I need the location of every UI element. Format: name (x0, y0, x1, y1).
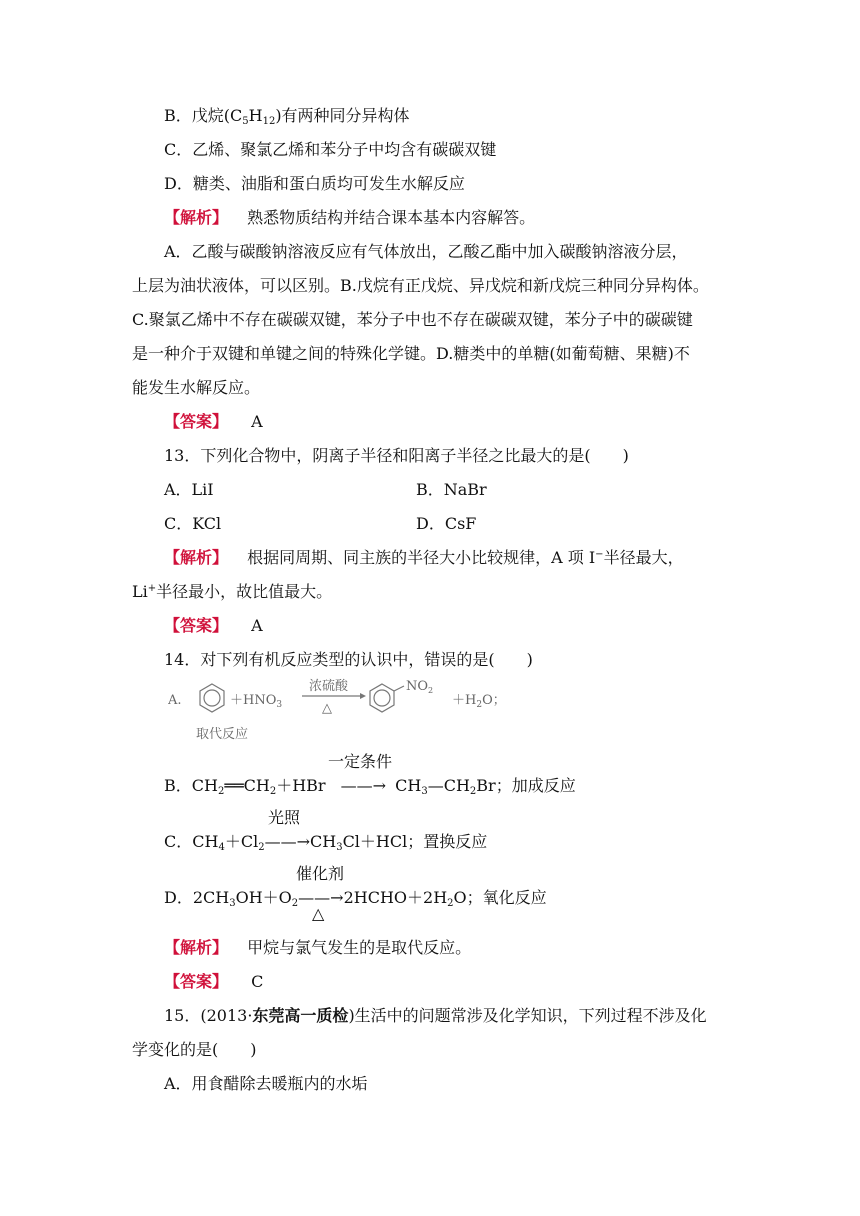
q13-analysis-sup-plus: + (147, 583, 157, 594)
q15-stem-number: 15．(2013· (164, 1006, 253, 1025)
q14-option-a-condition-top: 浓硫酸 (309, 679, 349, 694)
q13-option-d: D．CsF (416, 514, 477, 533)
q14-option-c: C．$CH_4+Cl_2——\to CH_3Cl+HCl$；置换反应 (164, 832, 488, 853)
q15-stem-line-2: 学变化的是( ) (132, 1040, 257, 1059)
q13-option-b: B．NaBr (416, 480, 487, 499)
reaction-arrow-icon: ——→ (340, 776, 387, 795)
analysis-tag: 【解析】 (164, 548, 229, 567)
q12-option-b: B．戊烷$(C_5H_{12})$有两种同分异构体 (164, 106, 410, 127)
q15-stem-text: )生活中的问题常涉及化学知识，下列过程不涉及化 (348, 1006, 707, 1025)
q14-option-d-condition-top: 催化剂 (296, 864, 345, 883)
q13-analysis-text-1a: 根据同周期、同主族的半径大小比较规律，A 项 I (247, 548, 596, 567)
q15-stem-line-1 (164, 1006, 707, 1026)
q14-option-a-no2: $NO_2$ (406, 679, 434, 695)
q14-option-c-condition: 光照 (268, 808, 301, 827)
q15-stem-source: 东莞高一质检 (252, 1006, 349, 1025)
q14-option-d: D．$2CH_3OH+O_2——\to 2HCHO+2H_2O$；氧化反应 (164, 888, 547, 909)
q14-analysis (164, 938, 471, 958)
q14-option-a-condition-bottom: △ (322, 701, 332, 716)
q13-analysis-line-2 (132, 582, 332, 602)
reaction-arrow-icon: ——→ (264, 832, 310, 851)
q13-answer-value: A (251, 616, 263, 635)
q14-option-a-label: A. (168, 693, 182, 708)
q14-option-a-tail: $+H_2O$； (452, 693, 506, 710)
q13-option-a: A．LiI (164, 480, 214, 499)
q14-option-a-type: 取代反应 (196, 727, 249, 742)
q12-option-d: D．糖类、油脂和蛋白质均可发生水解反应 (164, 174, 465, 193)
q12-analysis-line-1: A．乙酸与碳酸钠溶液反应有气体放出，乙酸乙酯中加入碳酸钠溶液分层， (164, 242, 688, 261)
q13-analysis-line-1 (164, 548, 684, 568)
q14-answer-value: C (251, 972, 264, 991)
q13-stem: 13．下列化合物中，阴离子半径和阳离子半径之比最大的是( ) (164, 446, 629, 465)
q12-analysis-intro: 熟悉物质结构并结合课本基本内容解答。 (247, 208, 536, 227)
q13-option-c: C．KCl (164, 514, 222, 533)
q13-analysis-text-2a: Li (132, 582, 148, 601)
q14-analysis-text: 甲烷与氯气发生的是取代反应。 (247, 938, 472, 957)
q14-option-a-equation (168, 676, 588, 746)
q12-analysis-header (164, 208, 535, 228)
q12-answer-value: A (251, 412, 263, 431)
q13-analysis-text-1c: 半径最大， (603, 548, 684, 567)
q14-option-d-condition-bottom: △ (312, 904, 325, 923)
q14-answer (164, 972, 263, 992)
reaction-arrow-icon: ——→ (298, 888, 344, 907)
q13-answer (164, 616, 263, 636)
answer-tag: 【答案】 (164, 616, 229, 635)
q14-option-b-condition: 一定条件 (328, 752, 393, 771)
q12-analysis-line-2: 上层为油状液体，可以区别。B.戊烷有正戊烷、异戊烷和新戊烷三种同分异构体。 (132, 276, 709, 295)
q14-option-b: B．$CH_2══CH_2+HBr$ ——→ $CH_3—CH_2Br$；加成反应 (164, 776, 576, 797)
q12-analysis-line-4: 是一种介于双键和单键之间的特殊化学键。D.糖类中的单糖(如葡萄糖、果糖)不 (132, 344, 690, 363)
q12-analysis-line-3: C.聚氯乙烯中不存在碳碳双键，苯分子中也不存在碳碳双键，苯分子中的碳碳键 (132, 310, 693, 329)
q13-analysis-text-2c: 半径最小，故比值最大。 (156, 582, 333, 601)
analysis-tag: 【解析】 (164, 208, 229, 227)
q14-stem: 14．对下列有机反应类型的认识中，错误的是( ) (164, 650, 533, 669)
q13-analysis-sup-minus: − (595, 549, 604, 560)
q12-analysis-line-5: 能发生水解反应。 (132, 378, 261, 397)
q12-answer (164, 412, 263, 432)
arrow-head-icon (360, 693, 366, 699)
answer-tag: 【答案】 (164, 972, 229, 991)
q14-option-a-plus-hno3: $+HNO_3$ (230, 693, 283, 710)
analysis-tag: 【解析】 (164, 938, 229, 957)
q12-option-c: C．乙烯、聚氯乙烯和苯分子中均含有碳碳双键 (164, 140, 497, 159)
nitrobenzene-ring-icon (370, 684, 404, 712)
answer-tag: 【答案】 (164, 412, 229, 431)
benzene-ring-icon (200, 684, 224, 712)
q15-option-a: A．用食醋除去暖瓶内的水垢 (164, 1074, 368, 1093)
